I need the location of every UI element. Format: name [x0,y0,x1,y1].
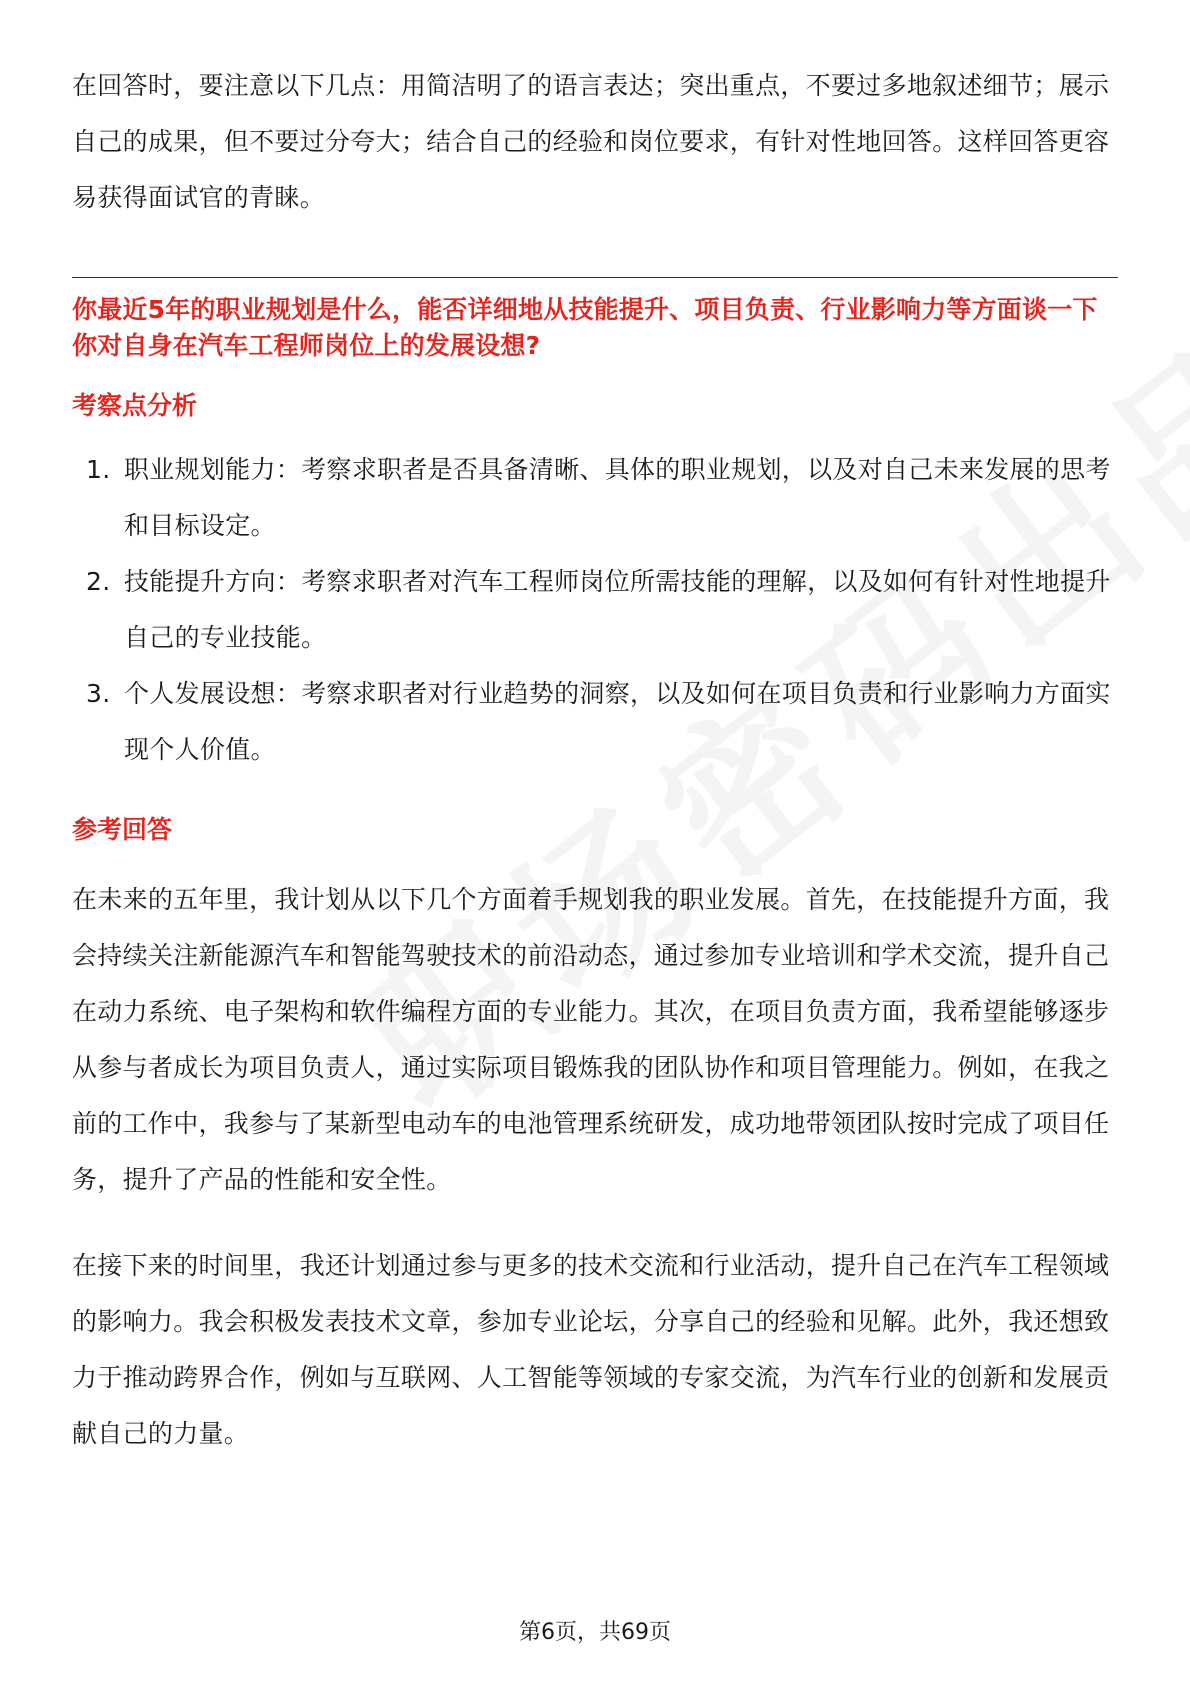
page-number: 第6页，共69页 [519,1620,671,1645]
list-item-number: 2. [86,567,111,596]
list-item-number: 1. [86,455,111,484]
analysis-list [72,442,1118,778]
answer-heading: 参考回答 [72,815,173,844]
answer-paragraph: 在未来的五年里，我计划从以下几个方面着手规划我的职业发展。首先，在技能提升方面，我会持续关注新能源汽车和智能驾驶技术的前沿动态，通过参加专业培训和学术交流，提升自己在动力系统、电子架构和软件编程方面的专业能力。其次，在项目负责方面，我希望能够逐步从参与者成长为项目负责人，通过实际项目锻炼我的团队协作和项目管理能力。例如，在我之前的工作中，我参与了某新型电动车的电池管理系统研发，成功地带领团队按时完成了项目任务，提升了产品的性能和安全性。 [72,885,1110,1194]
intro-paragraph: 在回答时，要注意以下几点：用简洁明了的语言表达；突出重点，不要过多地叙述细节；展示自己的成果，但不要过分夸大；结合自己的经验和岗位要求，有针对性地回答。这样回答更容易获得面试官的青睐。 [72,71,1110,212]
list-item [72,666,1118,778]
list-item-text: 个人发展设想：考察求职者对行业趋势的洞察，以及如何在项目负责和行业影响力方面实现个人价值。 [124,679,1111,764]
list-item [72,554,1118,666]
question-heading: 你最近5年的职业规划是什么，能否详细地从技能提升、项目负责、行业影响力等方面谈一下你对自身在汽车工程师岗位上的发展设想? [72,295,1098,360]
list-item-text: 技能提升方向：考察求职者对汽车工程师岗位所需技能的理解，以及如何有针对性地提升自己的专业技能。 [124,567,1111,652]
section-divider [72,277,1118,278]
answer-paragraph: 在接下来的时间里，我还计划通过参与更多的技术交流和行业活动，提升自己在汽车工程领域的影响力。我会积极发表技术文章，参加专业论坛，分享自己的经验和见解。此外，我还想致力于推动跨界合作，例如与互联网、人工智能等领域的专家交流，为汽车行业的创新和发展贡献自己的力量。 [72,1251,1110,1448]
list-item-text: 职业规划能力：考察求职者是否具备清晰、具体的职业规划，以及对自己未来发展的思考和目标设定。 [124,455,1111,540]
analysis-heading: 考察点分析 [72,391,198,420]
page-content [72,58,1118,1462]
list-item-number: 3. [86,679,111,708]
list-item [72,442,1118,554]
